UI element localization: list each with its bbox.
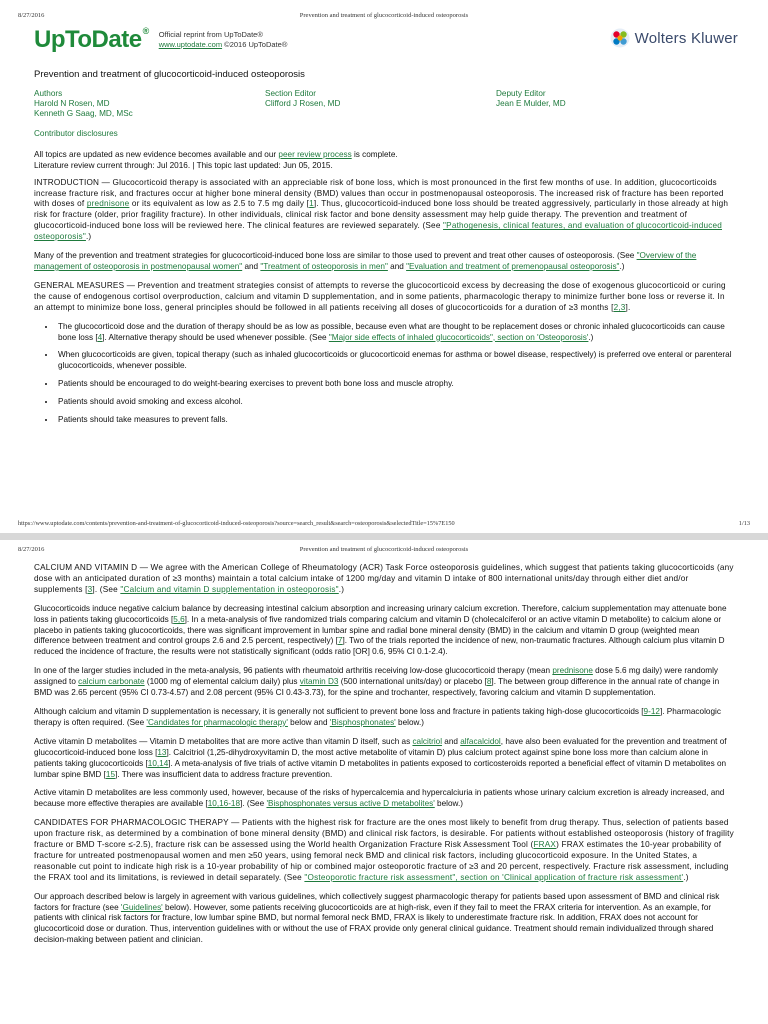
authors-column bbox=[34, 89, 265, 119]
reference-link[interactable]: 8 bbox=[486, 677, 492, 687]
guidelines-section-link[interactable]: 'Guidelines' bbox=[120, 902, 163, 912]
less-used-paragraph: Active vitamin D metabolites are less commonly used, however, because of the risks of hypercalcemia and hypercalciuria in patients whose urinary calcium excretion is already increased, and because more effective therapies are available [10,16-18]. (See 'Bisphosphonates versus active D metabolites' below.) bbox=[34, 788, 725, 809]
header-date: 8/27/2016 bbox=[18, 12, 45, 19]
reprint-notice bbox=[159, 30, 288, 50]
frax-link[interactable]: FRAX bbox=[533, 840, 557, 850]
list-item: • Patients should be encouraged to do weight-bearing exercises to prevent both bone loss and muscle atrophy. bbox=[56, 379, 734, 390]
uptodate-url-link[interactable]: www.uptodate.com bbox=[158, 40, 223, 49]
section-editor-heading: Section Editor bbox=[265, 88, 316, 98]
wolters-kluwer-wordmark: Wolters Kluwer bbox=[634, 29, 738, 47]
reference-link[interactable]: 10,14 bbox=[147, 758, 169, 768]
authors-heading: Authors bbox=[34, 88, 63, 98]
reference-link[interactable]: 15 bbox=[105, 769, 116, 779]
contributor-disclosures-link[interactable]: Contributor disclosures bbox=[34, 128, 118, 138]
reference-link[interactable]: 10,16-18 bbox=[207, 799, 241, 809]
pdf-page-2 bbox=[0, 540, 768, 1024]
header-title: Prevention and treatment of glucocorticoid-induced osteoporosis bbox=[299, 546, 469, 553]
footer-url: https://www.uptodate.com/contents/prevention-and-treatment-of-glucocorticoid-induced-osteoporosis?source=search_result&search=osteoporosis&selectedTitle=15%7E150 bbox=[18, 520, 455, 527]
list-item: • When glucocorticoids are given, topical therapy (such as inhaled glucocorticoids or glucocorticoid enemas for asthma or bowel disease, respectively) is preferred ove enteral or parenteral glucocorticoids, whenever possible. bbox=[56, 350, 734, 372]
general-measures-list bbox=[34, 322, 734, 426]
wolters-kluwer-brand bbox=[610, 28, 738, 48]
reference-link[interactable]: 4 bbox=[97, 332, 103, 342]
section-editor-column bbox=[265, 89, 496, 119]
prednisone-link[interactable]: prednisone bbox=[552, 666, 593, 676]
author-name[interactable]: Kenneth G Saag, MD, MSc bbox=[34, 108, 133, 118]
reference-link[interactable]: 7 bbox=[337, 636, 343, 646]
reprint-copyright: ©2016 UpToDate® bbox=[224, 40, 288, 49]
general-measures-paragraph: GENERAL MEASURES — Prevention and treatment strategies consist of attempts to reverse the glucocorticoid excess by decreasing the dose of exogenous glucocorticoid or curing the cause of endogenous cortisol overproduction, calcium and vitamin D supplementation, and in some patients, pharmacologic therapy to minimize further bone loss or reverse it. In an attempt to minimize bone loss, general principles should be followed in all patients receiving all doses of glucocorticoids for a duration of ≥3 months [2,3]. bbox=[34, 280, 726, 312]
postmenopausal-topic-link[interactable]: "Overview of the management of osteoporosis in postmenopausal women" bbox=[34, 251, 697, 271]
candidates-paragraph: CANDIDATES FOR PHARMACOLOGIC THERAPY — Patients with the highest risk for fracture are the ones most likely to benefit from drug therapy. Thus, selection of patients based upon fracture risk, as determined by a combination of bone mineral density (BMD) and clinical risk factors, is desirable. For patients without established osteoporosis (history of fragility fracture or BMD T-score ≤-2.5), fracture risk can be assessed using the World health Organization Fracture Risk Assessment Tool (FRAX) FRAX estimates the 10-year probability of fracture for untreated postmenopausal women and men ≥50 years, using femoral neck BMD and clinical risk factors, including glucocorticoid exposure. In the United States, a reasonable cut point to indicate high risk is a 10-year probability of hip or combined major osteoporotic fracture of ≥3 and 20 percent, respectively. Fracture risk assessment, including the FRAX tool and its limitations, is reviewed in detail separately. (See "Osteoporotic fracture risk assessment", section on 'Clinical application of fracture risk assessment'.) bbox=[34, 818, 734, 882]
page-separator bbox=[0, 533, 768, 540]
calcium-carbonate-link[interactable]: calcium carbonate bbox=[78, 677, 145, 687]
list-item: • Patients should take measures to prevent falls. bbox=[56, 415, 734, 426]
negative-calcium-paragraph: Glucocorticoids induce negative calcium balance by decreasing intestinal calcium absorption and increasing urinary calcium excretion. Therefore, calcium supplementation may attenuate bone loss in patients taking glucocorticoids [5,6]. In a meta-analysis of five randomized trials comparing calcium and vitamin D (cholecalciferol or an active vitamin D metabolite) to calcium alone or placebo in patients taking glucocorticoids, there was significant improvement in lumbar spine and radial bone mineral density (BMD) in the calcium and vitamin D group (weighted mean difference between treatment and control groups 2.6 and 2.5 percent, respectively) [7]. Two of the trials reported the incidence of new, non-traumatic fractures. Although calcium plus vitamin D reduced the incidence of fracture, the results were not statistically significant (odds ratio [OR] 0.6, 95% CI 0.1-2.4). bbox=[34, 603, 727, 657]
header-title: Prevention and treatment of glucocorticoid-induced osteoporosis bbox=[299, 12, 469, 19]
section-editor-name[interactable]: Clifford J Rosen, MD bbox=[265, 98, 341, 108]
editors-block bbox=[34, 89, 734, 119]
men-topic-link[interactable]: "Treatment of osteoporosis in men" bbox=[260, 261, 388, 271]
reference-link[interactable]: 5,6 bbox=[173, 614, 185, 624]
header-date: 8/27/2016 bbox=[18, 546, 45, 553]
uptodate-brand bbox=[34, 26, 287, 54]
vitamin-d3-link[interactable]: vitamin D3 bbox=[299, 677, 339, 687]
wolters-kluwer-globe-icon bbox=[610, 28, 630, 48]
reference-link[interactable]: 9-12 bbox=[643, 706, 660, 716]
bisphosphonates-section-link[interactable]: 'Bisphosphonates' bbox=[329, 717, 396, 727]
pathogenesis-topic-link[interactable]: "Pathogenesis, clinical features, and evaluation of glucocorticoid-induced osteoporosis" bbox=[34, 221, 723, 242]
reference-link[interactable]: 2,3 bbox=[613, 302, 626, 312]
running-footer bbox=[18, 520, 750, 527]
peer-review-link[interactable]: peer review process bbox=[278, 149, 352, 159]
approach-paragraph: Our approach described below is largely in agreement with various guidelines, which collectively suggest pharmacologic therapy for patients based upon assessment of BMD and clinical risk factors for fracture (see 'Guidelines' below). However, some patients receiving glucocorticoids are at high-risk, even if they fail to meet the FRAX criteria for intervention. As an example, for patients with clinical risk factors for fracture, low lumbar spine BMD, but normal femoral neck BMD, FRAX is likely to underestimate fracture risk. In addition, FRAX does not account for glucocorticoid dose or duration. Thus, intervention guidelines with or without the use of FRAX provide only general clinical guidance. Treatment should remain individualized through shared decision-making between patient and clinician. bbox=[34, 891, 720, 945]
introduction-paragraph: INTRODUCTION — Glucocorticoid therapy is associated with an appreciable risk of bone loss, which is most pronounced in the first few months of use. In addition, glucocorticoids increase fracture risk, and fractures occur at higher bone mineral density (BMD) values than occur in postmenopausal osteoporosis. The increased risk of fracture has been reported with doses of prednisone or its equivalent as low as 2.5 to 7.5 mg daily [1]. Thus, glucocorticoid-induced bone loss should be treated aggressively, particularly in those already at high risk for fracture (older, prior fragility fracture). In other individuals, clinical risk factor and bone density assessment may help guide therapy. The prevention and treatment of glucocorticoid-induced bone loss will be reviewed here. The clinical features are reviewed separately. (See "Pathogenesis, clinical features, and evaluation of glucocorticoid-induced osteoporosis".) bbox=[34, 177, 729, 242]
alfacalcidol-link[interactable]: alfacalcidol bbox=[460, 736, 501, 746]
running-header bbox=[18, 546, 750, 553]
although-paragraph: Although calcium and vitamin D supplementation is necessary, it is generally not sufficient to prevent bone loss and fracture in patients taking high-dose glucocorticoids [9-12]. Pharmacologic therapy is often required. (See 'Candidates for pharmacologic therapy' below and 'Bisphosphonates' below.) bbox=[34, 706, 721, 727]
calcium-vitamin-d-paragraph: CALCIUM AND VITAMIN D — We agree with the American College of Rheumatology (ACR) Task Force osteoporosis guidelines, which suggest that patients taking glucocorticoids (any dose with an anticipated duration of ≥3 months) maintain a total calcium intake of 1200 mg/day and vitamin D intake of 800 international units/day through either diet and/or supplements [3]. (See "Calcium and vitamin D supplementation in osteoporosis".) bbox=[34, 563, 734, 594]
page1-content bbox=[34, 70, 734, 433]
premenopausal-topic-link[interactable]: "Evaluation and treatment of premenopausal osteoporosis" bbox=[406, 261, 620, 271]
deputy-editor-name[interactable]: Jean E Mulder, MD bbox=[496, 98, 566, 108]
reprint-line: Official reprint from UpToDate® bbox=[158, 30, 263, 39]
update-note: All topics are updated as new evidence becomes available and our peer review process is complete. Literature review current through: Jul 2016. | This topic last updated: Jun 05, 2015. bbox=[34, 149, 398, 170]
review-line: Literature review current through: Jul 2016. | This topic last updated: Jun 05, 2015. bbox=[34, 160, 333, 170]
inhaled-glucocorticoids-topic-link[interactable]: "Major side effects of inhaled glucocorticoids", section on 'Osteoporosis' bbox=[328, 332, 589, 342]
deputy-editor-heading: Deputy Editor bbox=[496, 88, 546, 98]
fracture-risk-topic-link[interactable]: "Osteoporotic fracture risk assessment", section on 'Clinical application of fracture risk assessment' bbox=[304, 872, 684, 882]
reference-link[interactable]: 3 bbox=[87, 584, 93, 594]
deputy-editor-column bbox=[496, 89, 727, 119]
running-header bbox=[18, 12, 750, 19]
prednisone-link[interactable]: prednisone bbox=[86, 199, 130, 209]
reference-link[interactable]: 1 bbox=[309, 199, 314, 209]
bisphosphonates-vs-d-section-link[interactable]: 'Bisphosphonates versus active D metabolites' bbox=[266, 799, 435, 809]
uptodate-logo: UpToDate® bbox=[34, 26, 149, 53]
strategies-paragraph: Many of the prevention and treatment strategies for glucocorticoid-induced bone loss are similar to those used to prevent and treat other causes of osteoporosis. (See "Overview of the management of osteoporosis in postmenopausal women" and "Treatment of osteoporosis in men" and "Evaluation and treatment of premenopausal osteoporosis".) bbox=[34, 251, 697, 271]
calcitriol-link[interactable]: calcitriol bbox=[412, 736, 443, 746]
article-title: Prevention and treatment of glucocorticoid-induced osteoporosis bbox=[34, 69, 305, 80]
page2-content bbox=[34, 563, 734, 954]
page-number: 1/13 bbox=[738, 520, 750, 527]
larger-study-paragraph: In one of the larger studies included in the meta-analysis, 96 patients with rheumatoid arthritis receiving low-dose glucocorticoid therapy (mean prednisone dose 5.6 mg daily) were randomly assigned to calcium carbonate (1000 mg of elemental calcium daily) plus vitamin D3 (500 international units/day) or placebo [8]. The between group difference in the annual rate of change in BMD was 2.65 percent (95% CI 0.73-4.57) and 2.08 percent (95% CI 0.43-3.73), for the spine and trochanter, respectively, favoring calcium and vitamin D supplementation. bbox=[34, 666, 720, 698]
candidates-section-link[interactable]: 'Candidates for pharmacologic therapy' bbox=[146, 717, 288, 727]
list-item: • The glucocorticoid dose and the duration of therapy should be as low as possible, because even what are thought to be replacement doses or chronic inhaled glucocorticoids can cause bone loss [4]. Alternative therapy should be used whenever possible. (See "Major side effects of inhaled glucocorticoids", section on 'Osteoporosis'.) bbox=[56, 322, 734, 344]
list-item: • Patients should avoid smoking and excess alcohol. bbox=[56, 397, 734, 408]
calcium-supplementation-topic-link[interactable]: "Calcium and vitamin D supplementation in osteoporosis" bbox=[120, 584, 339, 594]
author-name[interactable]: Harold N Rosen, MD bbox=[34, 98, 110, 108]
active-metabolites-paragraph: Active vitamin D metabolites — Vitamin D metabolites that are more active than vitamin D itself, such as calcitriol and alfacalcidol, have also been evaluated for the prevention and treatment of glucocorticoid-induced bone loss [13]. Calcitriol (1,25-dihydroxyvitamin D, the most active metabolite of vitamin D) plus calcium protect against spine bone loss more than calcium alone in patients taking glucocorticoids [10,14]. A meta-analysis of five trials of active vitamin D metabolites in patients exposed to corticosteroids reported a beneficial effect of vitamin D metabolites on lumbar spine BMD [15]. There was insufficient data to address fracture prevention. bbox=[34, 736, 727, 779]
reference-link[interactable]: 13 bbox=[157, 747, 167, 757]
